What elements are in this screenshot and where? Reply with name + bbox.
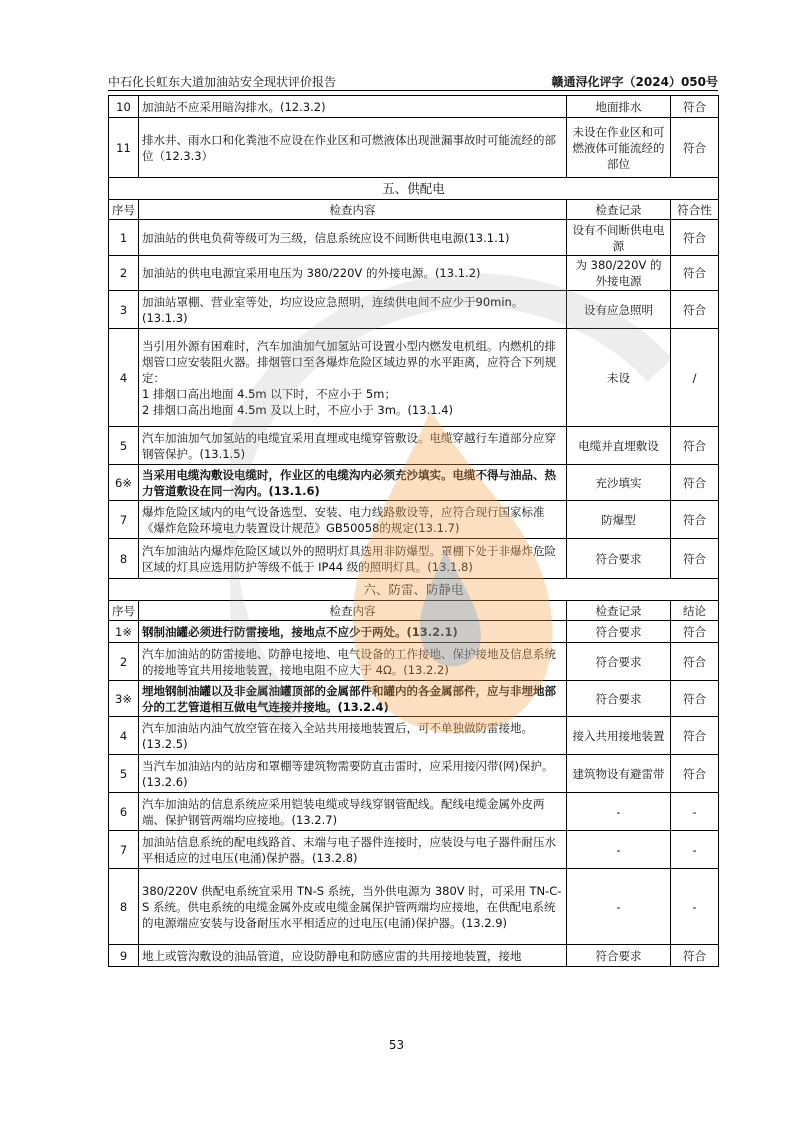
check-result: 符合 [671, 96, 719, 118]
column-header-record: 检查记录 [567, 200, 671, 220]
column-header-row [109, 200, 719, 220]
check-result: - [671, 869, 719, 945]
check-result: 符合 [671, 621, 719, 643]
check-record: 防爆型 [567, 501, 671, 539]
check-record: 建筑物设有避雷带 [567, 755, 671, 793]
check-record: 符合要求 [567, 621, 671, 643]
check-content: 排水井、雨水口和化粪池不应设在作业区和可燃液体出现泄漏事故时可能流经的部位（12.3.3） [139, 118, 567, 178]
section-4-rows [109, 96, 719, 178]
table-row [109, 329, 719, 427]
row-number: 7 [109, 831, 139, 869]
check-result: - [671, 831, 719, 869]
check-result: 符合 [671, 427, 719, 465]
check-content: 埋地钢制油罐以及非金属油罐顶部的金属部件和罐内的各金属部件，应与非埋地部分的工艺管道相互做电气连接并接地。(13.2.4) [139, 681, 567, 717]
check-record: 接入共用接地装置 [567, 717, 671, 755]
table-row [109, 220, 719, 256]
check-record: 电缆并直埋敷设 [567, 427, 671, 465]
check-record: 符合要求 [567, 681, 671, 717]
row-number: 9 [109, 945, 139, 967]
column-header-no: 序号 [109, 601, 139, 621]
check-record: 设有应急照明 [567, 291, 671, 329]
check-content: 汽车加油站内油气放空管在接入全站共用接地装置后，可不单独做防雷接地。(13.2.5) [139, 717, 567, 755]
check-result: 符合 [671, 220, 719, 256]
row-number: 2 [109, 256, 139, 291]
check-record: 未设 [567, 329, 671, 427]
section-title: 六、防雷、防静电 [109, 579, 719, 601]
row-number: 4 [109, 717, 139, 755]
check-result: 符合 [671, 945, 719, 967]
table-row [109, 717, 719, 755]
check-record: 为 380/220V 的外接电源 [567, 256, 671, 291]
check-result: 符合 [671, 539, 719, 579]
check-record: 未设在作业区和可燃液体可能流经的部位 [567, 118, 671, 178]
check-record: 符合要求 [567, 945, 671, 967]
row-number: 1 [109, 220, 139, 256]
check-content: 加油站罩棚、营业室等处，均应设应急照明，连续供电间不应少于90min。(13.1.3) [139, 291, 567, 329]
row-number: 6※ [109, 465, 139, 501]
report-number: 赣通浔化评字（2024）050号 [551, 75, 718, 89]
check-record: - [567, 793, 671, 831]
table-row [109, 118, 719, 178]
check-result: 符合 [671, 681, 719, 717]
row-number: 3 [109, 291, 139, 329]
page-number: 53 [388, 1038, 405, 1052]
table-row [109, 539, 719, 579]
check-result: 符合 [671, 755, 719, 793]
check-record: 符合要求 [567, 643, 671, 681]
inspection-table [108, 95, 719, 967]
section-5-power-supply [109, 178, 719, 579]
check-content: 加油站的供电电源宜采用电压为 380/220V 的外接电源。(13.1.2) [139, 256, 567, 291]
section-title: 五、供配电 [109, 178, 719, 200]
table-row [109, 869, 719, 945]
table-row [109, 427, 719, 465]
column-header-result: 符合性 [671, 200, 719, 220]
check-result: 符合 [671, 291, 719, 329]
row-number: 4 [109, 329, 139, 427]
row-number: 7 [109, 501, 139, 539]
check-content: 汽车加油站的信息系统应采用铠装电缆或导线穿钢管配线。配线电缆金属外皮两端、保护钢管两端均应接地。(13.2.7) [139, 793, 567, 831]
row-number: 8 [109, 539, 139, 579]
check-result: 符合 [671, 717, 719, 755]
check-result: 符合 [671, 643, 719, 681]
table-row [109, 621, 719, 643]
table-row [109, 831, 719, 869]
report-title: 中石化长虹东大道加油站安全现状评价报告 [108, 75, 337, 89]
check-result: / [671, 329, 719, 427]
table-row [109, 755, 719, 793]
check-content: 加油站不应采用暗沟排水。(12.3.2) [139, 96, 567, 118]
check-record: 设有不间断供电电源 [567, 220, 671, 256]
table-row [109, 256, 719, 291]
table-row [109, 465, 719, 501]
section-title-row [109, 579, 719, 601]
check-record: 符合要求 [567, 539, 671, 579]
column-header-result: 结论 [671, 601, 719, 621]
table-row [109, 681, 719, 717]
table-row [109, 793, 719, 831]
check-content: 地上或管沟敷设的油品管道，应设防静电和防感应雷的共用接地装置，接地 [139, 945, 567, 967]
row-number: 8 [109, 869, 139, 945]
check-record: - [567, 869, 671, 945]
check-record: 充沙填实 [567, 465, 671, 501]
check-content: 当汽车加油站内的站房和罩棚等建筑物需要防直击雷时，应采用接闪带(网)保护。(13.2.6) [139, 755, 567, 793]
section-title-row [109, 178, 719, 200]
row-number: 11 [109, 118, 139, 178]
check-content: 当引用外源有困难时，汽车加油加气加氢站可设置小型内燃发电机组。内燃机的排烟管口应安装阻火器。排烟管口至各爆炸危险区域边界的水平距离，应符合下列规定： 1 排烟口高出地面 4.5m 以下时，不应小于 5m； 2 排烟口高出地面 4.5m 及以上时，不应小于 3m。(13.1.4) [139, 329, 567, 427]
row-number: 10 [109, 96, 139, 118]
table-row [109, 945, 719, 967]
check-content: 当采用电缆沟敷设电缆时，作业区的电缆沟内必须充沙填实。电缆不得与油品、热力管道敷设在同一沟内。(13.1.6) [139, 465, 567, 501]
row-number: 6 [109, 793, 139, 831]
column-header-content: 检查内容 [139, 200, 567, 220]
table-row [109, 96, 719, 118]
page-header [108, 68, 718, 91]
check-content: 钢制油罐必须进行防雷接地，接地点不应少于两处。(13.2.1) [139, 621, 567, 643]
table-row [109, 291, 719, 329]
check-content: 380/220V 供配电系统宜采用 TN-S 系统，当外供电源为 380V 时，可采用 TN-C-S 系统。供电系统的电缆金属外皮或电缆金属保护管两端均应接地，在供配电系统的电源端应安装与设备耐压水平相适应的过电压(电涌)保护器。(13.2.9) [139, 869, 567, 945]
row-number: 5 [109, 427, 139, 465]
check-content: 加油站信息系统的配电线路首、末端与电子器件连接时，应装设与电子器件耐压水平相适应的过电压(电涌)保护器。(13.2.8) [139, 831, 567, 869]
column-header-row [109, 601, 719, 621]
check-content: 汽车加油站内爆炸危险区域以外的照明灯具选用非防爆型。罩棚下处于非爆炸危险区域的灯具应选用防护等级不低于 IP44 级的照明灯具。(13.1.8) [139, 539, 567, 579]
table-row [109, 643, 719, 681]
column-header-record: 检查记录 [567, 601, 671, 621]
column-header-content: 检查内容 [139, 601, 567, 621]
check-content: 爆炸危险区域内的电气设备选型、安装、电力线路敷设等，应符合现行国家标准《爆炸危险环境电力装置设计规范》GB50058的规定(13.1.7) [139, 501, 567, 539]
check-record: 地面排水 [567, 96, 671, 118]
check-result: 符合 [671, 501, 719, 539]
row-number: 5 [109, 755, 139, 793]
check-record: - [567, 831, 671, 869]
check-content: 汽车加油站的防雷接地、防静电接地、电气设备的工作接地、保护接地及信息系统的接地等宜共用接地装置，接地电阻不应大于 4Ω。(13.2.2) [139, 643, 567, 681]
row-number: 3※ [109, 681, 139, 717]
check-content: 汽车加油加气加氢站的电缆宜采用直埋或电缆穿管敷设。电缆穿越行车道部分应穿钢管保护。(13.1.5) [139, 427, 567, 465]
check-result: 符合 [671, 256, 719, 291]
row-number: 2 [109, 643, 139, 681]
check-result: 符合 [671, 465, 719, 501]
column-header-no: 序号 [109, 200, 139, 220]
table-row [109, 501, 719, 539]
section-6-lightning-static [109, 579, 719, 967]
check-result: 符合 [671, 118, 719, 178]
row-number: 1※ [109, 621, 139, 643]
check-content: 加油站的供电负荷等级可为三级，信息系统应设不间断供电电源(13.1.1) [139, 220, 567, 256]
check-result: - [671, 793, 719, 831]
